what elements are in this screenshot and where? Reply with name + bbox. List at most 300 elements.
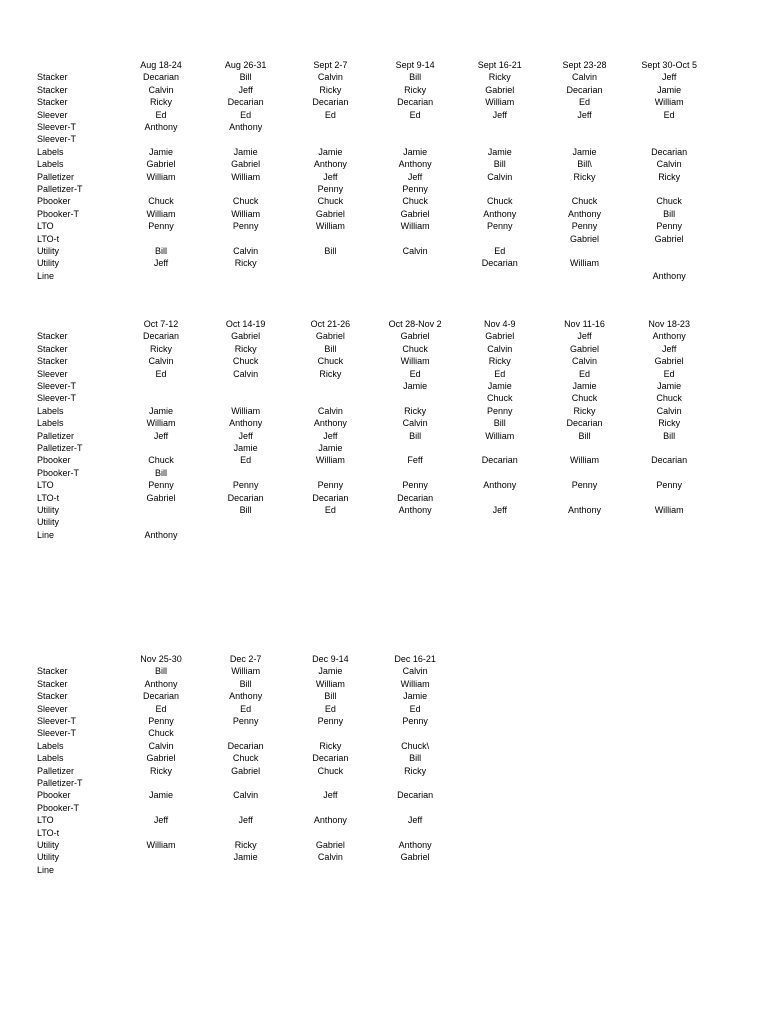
schedule-row xyxy=(0,109,768,121)
assignment-cell: William xyxy=(654,97,684,108)
schedule-row xyxy=(0,133,768,145)
assignment-cell: Bill xyxy=(493,159,506,170)
week-header: Oct 21-26 xyxy=(310,319,351,329)
assignment-cell: Chuck xyxy=(232,356,259,367)
assignment-cell: William xyxy=(315,221,345,232)
schedule-row xyxy=(0,454,768,466)
schedule-row xyxy=(0,330,768,342)
schedule-row xyxy=(0,715,768,727)
assignment-cell: Anthony xyxy=(229,418,263,429)
assignment-cell: Jamie xyxy=(318,666,343,677)
assignment-cell: Chuck xyxy=(656,393,682,404)
role-label: Utility xyxy=(37,852,59,863)
assignment-cell: Bill xyxy=(324,246,337,256)
assignment-cell: Feff xyxy=(407,455,423,466)
assignment-cell: Jeff xyxy=(577,109,592,120)
week-header: Nov 18-23 xyxy=(648,319,690,329)
assignment-cell: Bill xyxy=(409,753,422,764)
role-label: Pbooker-T xyxy=(37,208,80,219)
schedule-row xyxy=(0,430,768,442)
schedule-row xyxy=(0,827,768,839)
role-label: LTO-t xyxy=(37,827,60,838)
assignment-cell: Ed xyxy=(663,109,675,120)
role-label: Utility xyxy=(37,246,59,256)
assignment-cell: Penny xyxy=(656,480,682,491)
assignment-cell: Penny xyxy=(487,405,513,416)
assignment-cell: Ed xyxy=(409,703,421,714)
assignment-cell: Bill xyxy=(239,505,252,515)
assignment-cell: Jamie xyxy=(318,443,343,453)
assignment-cell: William xyxy=(400,356,430,367)
assignment-cell: Jamie xyxy=(403,691,428,702)
assignment-cell: Decarian xyxy=(481,455,518,466)
assignment-cell: Penny xyxy=(571,480,598,491)
role-label: LTO-t xyxy=(37,492,60,503)
assignment-cell: Penny xyxy=(402,716,428,726)
assignment-cell: Jamie xyxy=(233,146,258,157)
schedule-row xyxy=(0,479,768,491)
assignment-cell: William xyxy=(400,221,430,232)
assignment-cell: Calvin xyxy=(148,740,174,751)
assignment-cell: Ed xyxy=(324,703,336,714)
assignment-cell: Ed xyxy=(494,246,506,256)
role-label: Pbooker-T xyxy=(37,467,80,478)
assignment-cell: Ricky xyxy=(150,765,172,776)
assignment-cell: Ricky xyxy=(573,171,596,182)
role-label: Palletizer-T xyxy=(37,778,83,788)
schedule-row xyxy=(0,851,768,863)
assignment-cell: Gabriel xyxy=(654,356,684,367)
assignment-cell: Ricky xyxy=(404,405,427,416)
assignment-cell: Anthony xyxy=(229,691,263,702)
assignment-cell: Ricky xyxy=(319,368,342,379)
assignment-cell: Chuck xyxy=(317,765,344,776)
assignment-cell: Chuck xyxy=(487,393,513,404)
assignment-cell: Ed xyxy=(324,505,336,515)
assignment-cell: Gabriel xyxy=(569,343,599,354)
assignment-cell: Bill xyxy=(663,208,676,219)
assignment-cell: Calvin xyxy=(571,356,597,367)
week-header: Sept 30-Oct 5 xyxy=(641,60,697,70)
assignment-cell: Anthony xyxy=(398,505,432,515)
assignment-cell: Ed xyxy=(409,109,421,120)
assignment-cell: William xyxy=(146,840,176,850)
assignment-cell: Chuck xyxy=(148,196,174,207)
assignment-cell: Gabriel xyxy=(315,840,345,850)
week-header: Aug 26-31 xyxy=(224,60,267,70)
assignment-cell: Jamie xyxy=(487,146,512,157)
role-label: Sleever xyxy=(37,368,68,379)
assignment-cell: Ricky xyxy=(234,343,257,354)
role-label: Sleever-T xyxy=(37,393,77,404)
assignment-cell: William xyxy=(315,678,345,689)
assignment-cell: Jeff xyxy=(577,331,592,342)
assignment-cell: Gabriel xyxy=(231,765,261,776)
schedule-row xyxy=(0,380,768,392)
assignment-cell: Chuck xyxy=(571,196,598,207)
assignment-cell: Penny xyxy=(232,716,259,726)
assignment-cell: Gabriel xyxy=(400,208,430,219)
week-header: Dec 9-14 xyxy=(312,654,349,664)
assignment-cell: William xyxy=(146,208,176,219)
role-label: Utility xyxy=(37,258,59,269)
assignment-cell: Bill xyxy=(324,343,337,354)
assignment-cell: Decarian xyxy=(566,418,603,429)
assignment-cell: Calvin xyxy=(317,72,343,83)
assignment-cell: Calvin xyxy=(233,790,259,801)
role-label: Palletizer-T xyxy=(37,184,83,194)
week-header: Dec 2-7 xyxy=(229,654,262,664)
role-label: Stacker xyxy=(37,84,68,95)
assignment-cell: Jamie xyxy=(572,146,597,157)
assignment-cell: Ed xyxy=(155,109,167,120)
role-label: Pbooker xyxy=(37,196,71,207)
role-label: Palletizer xyxy=(37,765,75,776)
assignment-cell: Penny xyxy=(317,480,344,491)
week-header: Sept 9-14 xyxy=(395,60,435,70)
assignment-cell: Jeff xyxy=(492,505,507,515)
assignment-cell: Ed xyxy=(494,368,506,379)
assignment-cell: Ricky xyxy=(234,258,257,269)
assignment-cell: Chuck\ xyxy=(401,740,430,751)
schedule-row xyxy=(0,195,768,207)
role-label: Sleever xyxy=(37,109,68,120)
assignment-cell: Decarian xyxy=(312,753,349,764)
schedule-row xyxy=(0,405,768,417)
schedule-row xyxy=(0,504,768,516)
role-label: Pbooker xyxy=(37,455,71,466)
assignment-cell: Decarian xyxy=(481,258,518,269)
assignment-cell: Gabriel xyxy=(569,233,599,244)
schedule-row xyxy=(0,789,768,801)
schedule-row xyxy=(0,71,768,83)
assignment-cell: Chuck xyxy=(402,343,428,354)
role-label: Stacker xyxy=(37,72,68,83)
assignment-cell: Anthony xyxy=(483,208,517,219)
role-label: Stacker xyxy=(37,331,68,342)
assignment-cell: Bill xyxy=(409,430,422,441)
schedule-row xyxy=(0,146,768,158)
role-label: Sleever-T xyxy=(37,728,77,739)
assignment-cell: Ricky xyxy=(150,97,172,108)
role-label: Palletizer xyxy=(37,171,75,182)
week-header: Oct 28-Nov 2 xyxy=(388,319,442,329)
role-label: Stacker xyxy=(37,343,68,354)
assignment-cell: Anthony xyxy=(398,840,432,850)
schedule-row xyxy=(0,343,768,355)
assignment-cell: Ed xyxy=(240,109,252,120)
assignment-cell: William xyxy=(231,666,261,677)
schedule-row xyxy=(0,84,768,96)
schedule-row xyxy=(0,864,768,876)
schedule-row xyxy=(0,802,768,814)
assignment-cell: Jeff xyxy=(238,84,253,95)
assignment-cell: Jamie xyxy=(233,852,258,863)
assignment-cell: William xyxy=(231,208,261,219)
week-header: Aug 18-24 xyxy=(140,60,182,70)
assignment-cell: Jamie xyxy=(657,84,682,95)
week-header: Dec 16-21 xyxy=(394,654,436,664)
assignment-cell: Chuck xyxy=(148,728,174,739)
assignment-cell: Calvin xyxy=(402,246,428,256)
assignment-cell: Jeff xyxy=(662,343,677,354)
assignment-cell: Ed xyxy=(240,703,252,714)
schedule-row xyxy=(0,752,768,764)
role-label: Sleever-T xyxy=(37,122,77,132)
assignment-cell: Ed xyxy=(240,455,252,466)
assignment-cell: Ricky xyxy=(150,343,172,354)
role-label: Sleever-T xyxy=(37,381,77,391)
assignment-cell: Ed xyxy=(663,368,675,379)
assignment-cell: Penny xyxy=(148,716,174,726)
role-label: Stacker xyxy=(37,678,68,689)
role-label: Labels xyxy=(37,146,64,157)
schedule-row xyxy=(0,257,768,269)
assignment-cell: Gabriel xyxy=(231,159,261,170)
assignment-cell: Bill xyxy=(239,72,252,83)
assignment-cell: William xyxy=(315,455,345,466)
assignment-cell: Anthony xyxy=(652,270,686,281)
assignment-cell: Bill xyxy=(578,430,591,441)
assignment-cell: Penny xyxy=(317,184,344,194)
schedule-row xyxy=(0,183,768,195)
assignment-cell: Penny xyxy=(232,221,259,232)
role-label: Sleever xyxy=(37,703,68,714)
assignment-cell: Ed xyxy=(155,703,167,714)
assignment-cell: Bill xyxy=(239,678,252,689)
assignment-cell: Decarian xyxy=(312,492,349,503)
role-label: LTO xyxy=(37,815,54,826)
assignment-cell: Anthony xyxy=(313,815,347,826)
assignment-cell: Decarian xyxy=(142,691,180,702)
schedule-row xyxy=(0,171,768,183)
role-label: LTO xyxy=(37,221,54,232)
assignment-cell: Jeff xyxy=(407,171,423,182)
schedule-row xyxy=(0,355,768,367)
schedule-row xyxy=(0,96,768,108)
assignment-cell: Jamie xyxy=(148,405,173,416)
assignment-cell: Gabriel xyxy=(485,84,515,95)
assignment-cell: Chuck xyxy=(148,455,174,466)
assignment-cell: Decarian xyxy=(312,97,349,108)
assignment-cell: Decarian xyxy=(397,97,434,108)
assignment-cell: Decarian xyxy=(142,72,180,83)
role-label: Sleever-T xyxy=(37,134,77,145)
role-label: Labels xyxy=(37,405,64,416)
assignment-cell: William xyxy=(570,455,599,466)
assignment-cell: Ricky xyxy=(234,840,257,850)
role-label: Pbooker-T xyxy=(37,802,80,813)
assignment-cell: Chuck xyxy=(487,196,513,207)
assignment-cell: Penny xyxy=(232,480,259,491)
assignment-cell: Jeff xyxy=(662,72,677,83)
assignment-cell: Penny xyxy=(402,184,428,194)
assignment-cell: Ricky xyxy=(488,72,511,83)
assignment-cell: Jeff xyxy=(238,815,253,826)
assignment-cell: Ed xyxy=(578,97,590,108)
assignment-cell: Calvin xyxy=(148,84,174,95)
assignment-cell: Anthony xyxy=(229,122,263,132)
assignment-cell: Ricky xyxy=(319,84,342,95)
role-label: Stacker xyxy=(37,97,68,108)
assignment-cell: Gabriel xyxy=(146,753,176,764)
assignment-cell: Anthony xyxy=(144,122,178,132)
assignment-cell: Bill xyxy=(663,430,676,441)
assignment-cell: Chuck xyxy=(656,196,682,207)
role-label: Line xyxy=(37,864,55,875)
assignment-cell: Gabriel xyxy=(231,331,261,342)
assignment-cell: Decarian xyxy=(227,492,264,503)
assignment-cell: Ed xyxy=(409,368,421,379)
role-label: Utility xyxy=(37,840,59,850)
role-label: Labels xyxy=(37,159,64,170)
schedule-row xyxy=(0,492,768,504)
assignment-cell: Chuck xyxy=(571,393,598,404)
schedule-row xyxy=(0,270,768,282)
role-label: Stacker xyxy=(37,356,68,367)
assignment-cell: Jeff xyxy=(323,171,338,182)
role-label: LTO xyxy=(37,480,54,491)
assignment-cell: Anthony xyxy=(144,529,178,540)
assignment-cell: Gabriel xyxy=(400,852,430,863)
assignment-cell: Jeff xyxy=(407,815,423,826)
assignment-cell: Anthony xyxy=(483,480,517,491)
assignment-cell: Gabriel xyxy=(315,208,345,219)
assignment-cell: Penny xyxy=(148,480,174,491)
assignment-cell: Calvin xyxy=(148,356,174,367)
role-label: Stacker xyxy=(37,666,68,677)
assignment-cell: William xyxy=(485,430,515,441)
assignment-cell: Jamie xyxy=(318,146,343,157)
assignment-cell: Anthony xyxy=(144,678,178,689)
assignment-cell: Chuck xyxy=(317,356,344,367)
assignment-cell: Ricky xyxy=(404,84,427,95)
assignment-cell: Ed xyxy=(155,368,167,379)
assignment-cell: Calvin xyxy=(233,368,259,379)
assignment-cell: Jeff xyxy=(238,430,253,441)
role-label: Sleever-T xyxy=(37,716,77,726)
assignment-cell: Ricky xyxy=(404,765,427,776)
schedule-row xyxy=(0,777,768,789)
role-label: Palletizer xyxy=(37,430,75,441)
assignment-cell: Ed xyxy=(578,368,590,379)
assignment-cell: Bill\ xyxy=(577,159,592,170)
assignment-cell: William xyxy=(146,418,176,429)
assignment-cell: Anthony xyxy=(313,418,347,429)
assignment-cell: Decarian xyxy=(566,84,603,95)
assignment-cell: Jamie xyxy=(487,381,512,391)
assignment-cell: Anthony xyxy=(652,331,686,342)
schedule-row xyxy=(0,121,768,133)
assignment-cell: Ricky xyxy=(319,740,342,751)
week-header-row xyxy=(0,59,768,71)
assignment-cell: William xyxy=(570,258,599,269)
assignment-cell: Calvin xyxy=(656,405,682,416)
assignment-cell: Jeff xyxy=(323,790,338,801)
assignment-cell: Decarian xyxy=(142,331,180,342)
assignment-cell: Gabriel xyxy=(400,331,430,342)
role-label: Line xyxy=(37,529,55,540)
assignment-cell: William xyxy=(654,505,684,515)
assignment-cell: Decarian xyxy=(227,740,264,751)
assignment-cell: Gabriel xyxy=(146,159,176,170)
assignment-cell: Bill xyxy=(409,72,422,83)
assignment-cell: Jamie xyxy=(233,443,258,453)
schedule-row xyxy=(0,442,768,454)
role-label: Line xyxy=(37,270,55,281)
assignment-cell: Gabriel xyxy=(146,492,176,503)
assignment-cell: Anthony xyxy=(313,159,347,170)
assignment-cell: Calvin xyxy=(656,159,682,170)
schedule-row xyxy=(0,678,768,690)
assignment-cell: Penny xyxy=(402,480,428,491)
assignment-cell: Calvin xyxy=(487,343,513,354)
assignment-cell: Chuck xyxy=(232,196,259,207)
assignment-cell: Jeff xyxy=(153,258,169,269)
assignment-cell: Ed xyxy=(324,109,336,120)
assignment-cell: Calvin xyxy=(487,171,513,182)
assignment-cell: Calvin xyxy=(317,405,343,416)
assignment-cell: Penny xyxy=(148,221,174,232)
assignment-cell: William xyxy=(485,97,515,108)
assignment-cell: Anthony xyxy=(398,159,432,170)
role-label: Labels xyxy=(37,740,64,751)
assignment-cell: Jamie xyxy=(148,790,173,801)
assignment-cell: Gabriel xyxy=(315,331,345,342)
assignment-cell: Bill xyxy=(154,666,167,677)
assignment-cell: Gabriel xyxy=(485,331,515,342)
assignment-cell: Calvin xyxy=(571,72,597,83)
assignment-cell: Jamie xyxy=(403,381,428,391)
assignment-cell: Ricky xyxy=(488,356,511,367)
assignment-cell: William xyxy=(146,171,176,182)
week-header: Oct 7-12 xyxy=(143,319,179,329)
schedule-row xyxy=(0,368,768,380)
week-header: Sept 23-28 xyxy=(562,60,607,70)
assignment-cell: Decarian xyxy=(227,97,264,108)
schedule-row xyxy=(0,233,768,245)
assignment-cell: Penny xyxy=(487,221,513,232)
role-label: Palletizer-T xyxy=(37,443,83,453)
schedule-row xyxy=(0,467,768,479)
assignment-cell: Anthony xyxy=(567,208,602,219)
assignment-cell: Bill xyxy=(154,467,167,478)
schedule-row xyxy=(0,727,768,739)
role-label: Labels xyxy=(37,418,64,429)
assignment-cell: Jeff xyxy=(323,430,338,441)
assignment-cell: Chuck xyxy=(402,196,428,207)
assignment-cell: Jamie xyxy=(572,381,597,391)
week-header: Oct 14-19 xyxy=(225,319,266,329)
schedule-row xyxy=(0,665,768,677)
role-label: Labels xyxy=(37,753,64,764)
assignment-cell: Jeff xyxy=(492,109,507,120)
schedule-row xyxy=(0,703,768,715)
schedule-row xyxy=(0,516,768,528)
assignment-cell: Penny xyxy=(317,716,344,726)
schedule-row xyxy=(0,158,768,170)
week-header-row xyxy=(0,653,768,665)
schedule-row xyxy=(0,220,768,232)
assignment-cell: Jamie xyxy=(403,146,428,157)
assignment-cell: Decarian xyxy=(397,790,434,801)
assignment-cell: Decarian xyxy=(651,455,688,466)
assignment-cell: Ricky xyxy=(573,405,596,416)
assignment-cell: Penny xyxy=(571,221,598,232)
assignment-cell: Decarian xyxy=(651,146,688,157)
assignment-cell: Bill xyxy=(493,418,506,429)
assignment-cell: Jeff xyxy=(153,815,169,826)
